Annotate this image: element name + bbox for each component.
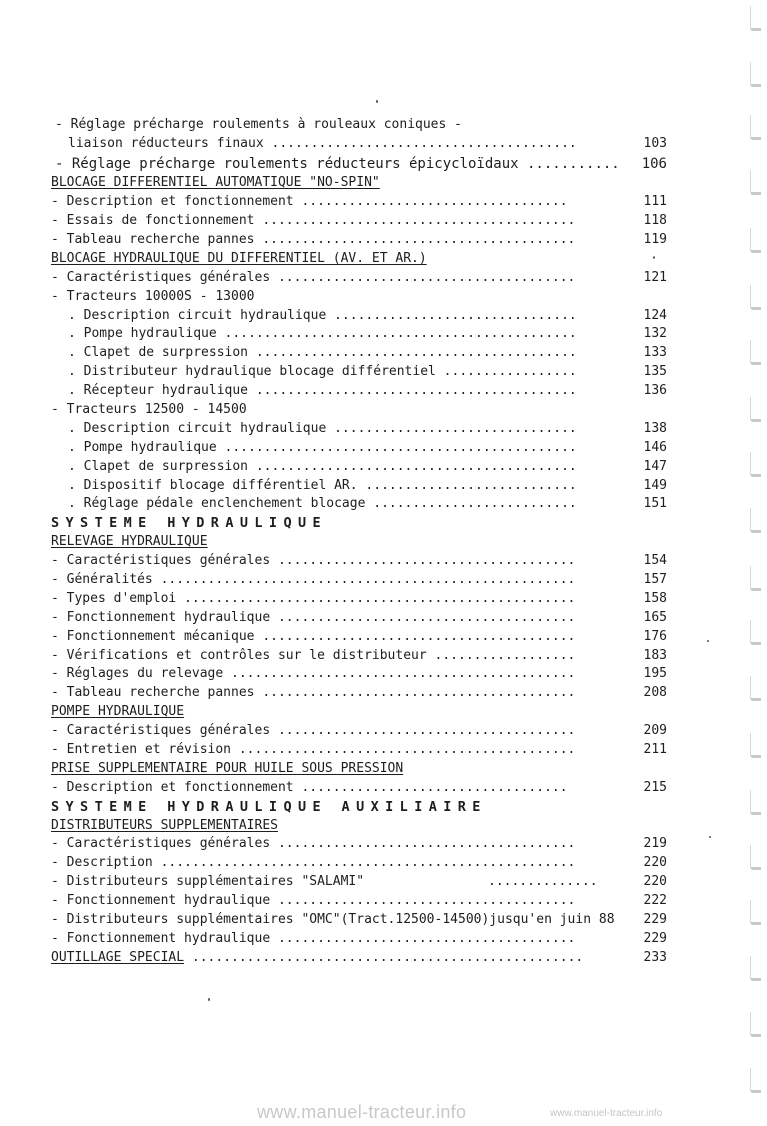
toc-entry xyxy=(51,420,671,439)
binding-hole xyxy=(750,620,761,645)
toc-entry xyxy=(51,911,671,930)
toc-entry xyxy=(51,439,671,458)
toc-entry-label: SYSTEME HYDRAULIQUE xyxy=(51,515,328,532)
toc-entry xyxy=(51,741,671,760)
toc-page-number: 119 xyxy=(643,231,667,247)
toc-entry-label: SYSTEME HYDRAULIQUE AUXILIAIRE xyxy=(51,798,487,815)
toc-entry-label: - Réglages du relevage ............................................ xyxy=(51,666,576,682)
scan-speck xyxy=(707,640,709,642)
toc-entry-label: DISTRIBUTEURS SUPPLEMENTAIRES xyxy=(51,817,278,833)
toc-entry xyxy=(51,495,671,514)
toc-entry-label: - Tracteurs 10000S - 13000 xyxy=(51,288,255,304)
toc-page-number: 215 xyxy=(643,779,667,795)
toc-entry xyxy=(51,307,671,326)
toc-page-number: 222 xyxy=(643,893,667,909)
table-of-contents xyxy=(51,116,671,968)
toc-entry-label: . Réglage pédale enclenchement blocage .......................... xyxy=(68,496,577,512)
binding-hole xyxy=(750,452,761,477)
toc-page-number: 149 xyxy=(643,477,667,493)
toc-entry xyxy=(51,382,671,401)
toc-entry-label: OUTILLAGE SPECIAL .................................................. xyxy=(51,949,584,965)
toc-entry xyxy=(51,665,671,684)
scan-speck xyxy=(709,836,711,838)
watermark xyxy=(0,1096,767,1126)
toc-entry xyxy=(51,477,671,496)
toc-entry-label: - Caractéristiques générales ...................................... xyxy=(51,553,576,569)
toc-entry xyxy=(51,116,671,135)
binding-hole xyxy=(750,1012,761,1037)
toc-page-number: 229 xyxy=(643,930,667,946)
binding-hole xyxy=(750,566,761,591)
toc-margin-mark: · xyxy=(650,250,658,266)
toc-heading xyxy=(51,817,671,836)
toc-heading xyxy=(51,250,671,269)
toc-entry-label: . Clapet de surpression ......................................... xyxy=(68,458,577,474)
toc-entry xyxy=(51,722,671,741)
toc-entry-label: . Distributeur hydraulique blocage différentiel ................. xyxy=(68,364,577,380)
toc-entry xyxy=(51,892,671,911)
toc-section-title xyxy=(51,514,671,533)
toc-entry xyxy=(51,873,671,892)
toc-entry-label: - Description et fonctionnement .................................. xyxy=(51,194,568,210)
toc-entry xyxy=(51,571,671,590)
binding-hole xyxy=(750,6,761,31)
toc-entry xyxy=(51,609,671,628)
toc-page-number: 157 xyxy=(643,571,667,587)
binding-hole xyxy=(750,900,761,925)
toc-page-number: 158 xyxy=(643,590,667,606)
toc-entry-label: - Fonctionnement hydraulique ...................................... xyxy=(51,893,576,909)
toc-entry-label: - Description et fonctionnement .................................. xyxy=(51,779,568,795)
toc-entry-label: - Caractéristiques générales ...................................... xyxy=(51,269,576,285)
toc-entry-label: - Essais de fonctionnement ........................................ xyxy=(51,213,576,229)
binding-hole xyxy=(750,340,761,365)
toc-page-number: 209 xyxy=(643,723,667,739)
binding-hole xyxy=(750,845,761,870)
toc-page-number: 220 xyxy=(643,874,667,890)
toc-entry xyxy=(51,647,671,666)
toc-page-number: 118 xyxy=(643,213,667,229)
toc-entry xyxy=(51,835,671,854)
toc-entry-label: - Fonctionnement mécanique ........................................ xyxy=(51,628,576,644)
toc-page-number: 154 xyxy=(643,553,667,569)
toc-entry-label: BLOCAGE HYDRAULIQUE DU DIFFERENTIEL (AV. ET AR.) xyxy=(51,250,427,266)
toc-page-number: 132 xyxy=(643,326,667,342)
binding-hole xyxy=(750,62,761,87)
binding-hole xyxy=(750,115,761,140)
toc-page-number: 183 xyxy=(643,647,667,663)
binding-hole xyxy=(750,676,761,701)
toc-page-number: 133 xyxy=(643,345,667,361)
toc-entry xyxy=(51,684,671,703)
binding-hole xyxy=(750,508,761,533)
toc-page-number: 136 xyxy=(643,383,667,399)
toc-entry xyxy=(51,552,671,571)
binding-hole xyxy=(750,790,761,815)
toc-entry-label: - Description ..................................................... xyxy=(51,855,576,871)
toc-entry-label: . Description circuit hydraulique ............................... xyxy=(68,307,577,323)
toc-entry xyxy=(51,854,671,873)
toc-page-number: 195 xyxy=(643,666,667,682)
toc-entry xyxy=(51,779,671,798)
toc-entry-label: - Caractéristiques générales ...................................... xyxy=(51,836,576,852)
toc-page-number: 211 xyxy=(643,742,667,757)
toc-entry-label: . Description circuit hydraulique ............................... xyxy=(68,420,577,436)
toc-entry-label: PRISE SUPPLEMENTAIRE POUR HUILE SOUS PRESSION xyxy=(51,760,404,776)
toc-entry-label: - Tracteurs 12500 - 14500 xyxy=(51,401,247,417)
toc-page-number: 147 xyxy=(643,458,667,474)
toc-entry-label: RELEVAGE HYDRAULIQUE xyxy=(51,534,208,550)
toc-page-number: 220 xyxy=(643,855,667,871)
toc-page-number: 124 xyxy=(643,307,667,323)
toc-entry xyxy=(51,193,671,212)
toc-entry xyxy=(51,363,671,382)
toc-heading xyxy=(51,760,671,779)
watermark-main-text: www.manuel-tracteur.info xyxy=(257,1102,467,1122)
toc-entry-label: - Distributeurs supplémentaires "SALAMI" xyxy=(51,874,365,890)
toc-page-number: 176 xyxy=(643,628,667,644)
toc-entry-label: - Vérifications et contrôles sur le distributeur .................. xyxy=(51,647,576,663)
toc-entry-label: - Distributeurs supplémentaires "OMC"(Tract.12500-14500)jusqu'en juin 88 xyxy=(51,912,615,928)
toc-heading xyxy=(51,703,671,722)
toc-entry xyxy=(51,930,671,949)
scan-speck xyxy=(376,100,378,103)
toc-page-number: 229 xyxy=(643,912,667,928)
binding-hole xyxy=(750,228,761,253)
toc-page-number: 103 xyxy=(643,135,667,151)
toc-entry-label: BLOCAGE DIFFERENTIEL AUTOMATIQUE "NO-SPIN" xyxy=(51,175,380,191)
toc-page-number: 165 xyxy=(643,609,667,625)
toc-entry-label: - Réglage précharge roulements à rouleaux coniques - xyxy=(55,117,462,132)
toc-heading xyxy=(51,533,671,552)
toc-entry xyxy=(51,269,671,288)
toc-entry xyxy=(51,401,671,420)
toc-entry xyxy=(51,590,671,609)
toc-entry-label: - Tableau recherche pannes ........................................ xyxy=(51,231,576,247)
toc-entry-label: . Pompe hydraulique ............................................. xyxy=(68,326,577,342)
binding-hole xyxy=(750,733,761,758)
binding-hole xyxy=(750,170,761,195)
toc-entry-label: - Caractéristiques générales ...................................... xyxy=(51,723,576,739)
binding-hole xyxy=(750,285,761,310)
binding-hole xyxy=(750,397,761,422)
toc-entry-label: . Dispositif blocage différentiel AR. ........................... xyxy=(68,477,577,493)
toc-entry xyxy=(51,288,671,307)
binding-hole xyxy=(750,1068,761,1093)
toc-entry-label: . Récepteur hydraulique ......................................... xyxy=(68,383,577,399)
toc-entry-label: POMPE HYDRAULIQUE xyxy=(51,704,185,720)
toc-entry xyxy=(51,154,671,175)
toc-entry xyxy=(51,231,671,250)
binding-edge xyxy=(745,0,767,1126)
toc-entry-label: - Fonctionnement hydraulique ...................................... xyxy=(51,930,576,946)
toc-entry-label: - Fonctionnement hydraulique ...................................... xyxy=(51,609,576,625)
toc-entry-label: . Clapet de surpression ......................................... xyxy=(68,345,577,361)
toc-page-number: 208 xyxy=(643,685,667,701)
binding-hole xyxy=(750,956,761,981)
toc-page-number: 106 xyxy=(641,155,667,172)
toc-page-number: 146 xyxy=(643,439,667,455)
toc-heading xyxy=(51,174,671,193)
toc-page-number: 111 xyxy=(643,194,667,210)
toc-entry-leader: .............. xyxy=(488,874,598,890)
toc-entry-label: - Généralités ..................................................... xyxy=(51,571,576,587)
toc-entry xyxy=(51,458,671,477)
toc-entry-label: - Entretien et révision ........................................... xyxy=(51,742,576,757)
toc-page-number: 135 xyxy=(643,364,667,380)
toc-page-number: 151 xyxy=(643,496,667,512)
toc-page-number: 219 xyxy=(643,836,667,852)
toc-page-number: 233 xyxy=(643,949,667,965)
scan-speck xyxy=(208,998,210,1001)
toc-entry-label: - Types d'emploi .................................................. xyxy=(51,590,576,606)
toc-section-title xyxy=(51,798,671,817)
toc-entry xyxy=(51,628,671,647)
toc-heading xyxy=(51,949,671,968)
toc-entry-label: . Pompe hydraulique ............................................. xyxy=(68,439,577,455)
toc-entry-label: - Réglage précharge roulements réducteurs épicycloïdaux ........... xyxy=(55,155,620,172)
toc-page-number: 138 xyxy=(643,420,667,436)
toc-entry-label: liaison réducteurs finaux ....................................... xyxy=(68,135,577,151)
toc-entry xyxy=(51,212,671,231)
watermark-small-text: www.manuel-tracteur.info xyxy=(550,1108,663,1119)
toc-page-number: 121 xyxy=(643,269,667,285)
toc-entry xyxy=(51,325,671,344)
toc-entry-label: - Tableau recherche pannes ........................................ xyxy=(51,685,576,701)
toc-entry xyxy=(51,344,671,363)
toc-entry xyxy=(51,135,671,154)
